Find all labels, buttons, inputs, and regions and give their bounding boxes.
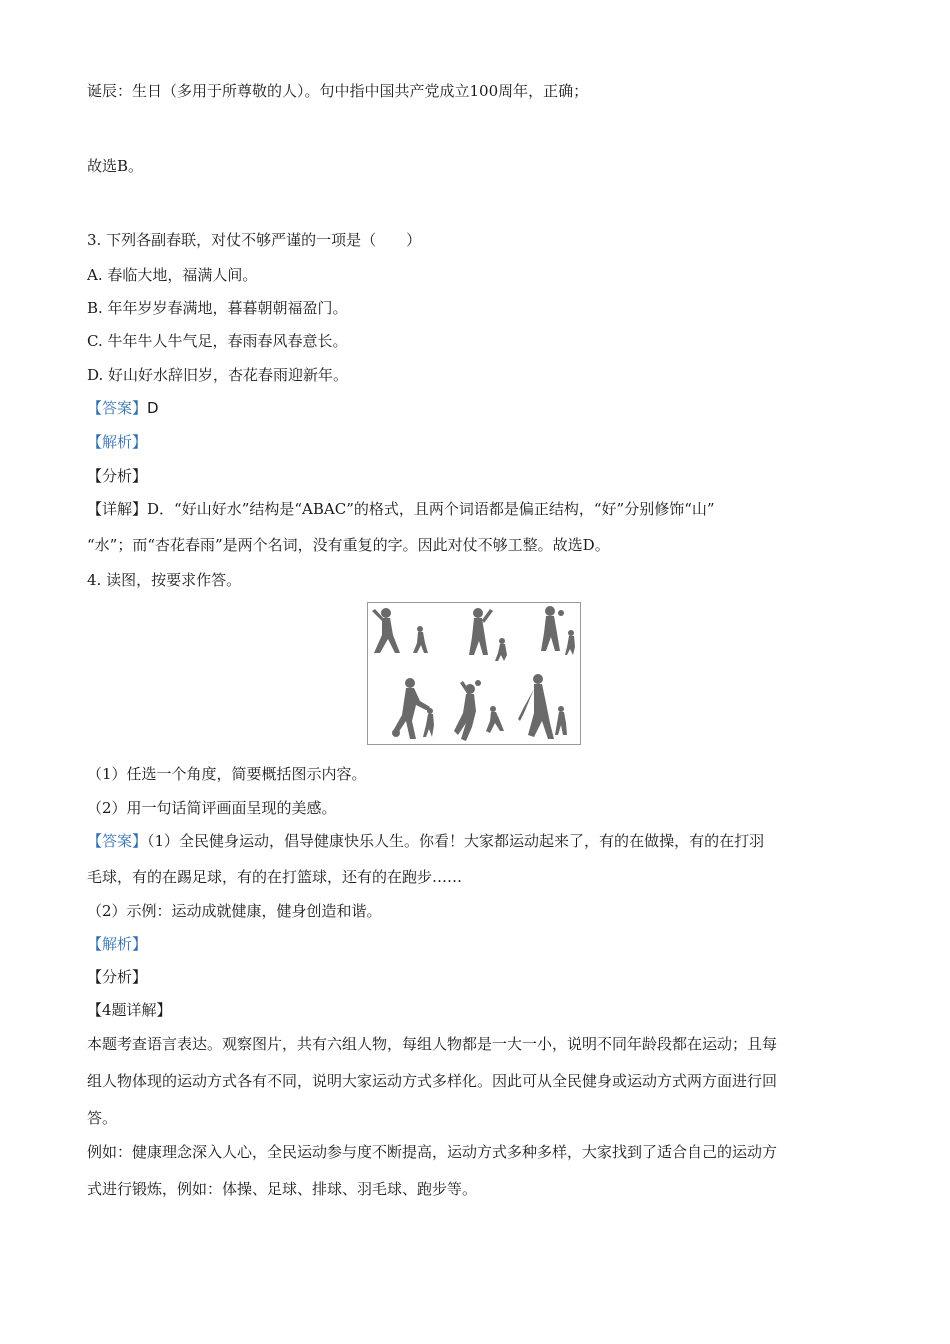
adult-athlete-silhouette bbox=[518, 674, 554, 739]
child-athlete-silhouette bbox=[413, 626, 428, 653]
adult-athlete-silhouette bbox=[372, 608, 400, 653]
prev-explanation-line: 诞辰：生日（多用于所尊敬的人）。句中指中国共产党成立100周年，正确； bbox=[87, 82, 589, 100]
q3-answer: D bbox=[147, 399, 159, 417]
child-athlete-silhouette bbox=[423, 708, 434, 737]
adult-athlete-silhouette bbox=[541, 606, 564, 651]
q4-detail-line-5: 式进行锻炼，例如：体操、足球、排球、羽毛球、跑步等。 bbox=[87, 1180, 478, 1198]
answer-tag: 【答案】 bbox=[87, 832, 148, 850]
q3-option-b: B. 年年岁岁春满地，暮暮朝朝福盈门。 bbox=[87, 299, 348, 317]
q3-option-c: C. 牛年牛人牛气足，春雨春风春意长。 bbox=[87, 332, 348, 350]
adult-athlete-silhouette bbox=[469, 608, 493, 655]
q4-answer-line-1 bbox=[87, 830, 764, 852]
q3-stem: 3. 下列各副春联，对仗不够严谨的一项是（ ） bbox=[87, 231, 422, 249]
q4-fenxi: 【分析】 bbox=[87, 968, 148, 986]
q3-detail-line-1: 【详解】D．“好山好水”结构是“ABAC”的格式，且两个词语都是偏正结构，“好”分别修饰“山” bbox=[87, 500, 715, 518]
q4-detail-line-4: 例如：健康理念深入人心，全民运动参与度不断提高，运动方式多种多样，大家找到了适合自己的运动方 bbox=[87, 1143, 778, 1161]
q3-detail-line-2: “水”；而“杏花春雨”是两个名词，没有重复的字。因此对仗不够工整。故选D。 bbox=[87, 536, 610, 554]
q4-sub-question-1: （1）任选一个角度，简要概括图示内容。 bbox=[87, 765, 367, 783]
q4-answer-line-3: （2）示例：运动成就健康，健身创造和谐。 bbox=[87, 902, 382, 920]
prev-conclusion: 故选B。 bbox=[87, 157, 144, 175]
q4-detail-line-2: 组人物体现的运动方式各有不同，说明大家运动方式多样化。因此可从全民健身或运动方式两方面进行回 bbox=[87, 1072, 778, 1090]
answer-tag: 【答案】 bbox=[87, 399, 148, 417]
child-athlete-silhouette bbox=[565, 630, 575, 655]
q3-option-d: D. 好山好水辞旧岁，杏花春雨迎新年。 bbox=[87, 366, 349, 384]
child-athlete-silhouette bbox=[495, 638, 507, 661]
q3-fenxi: 【分析】 bbox=[87, 467, 148, 485]
q3-analysis-tag: 【解析】 bbox=[87, 433, 148, 451]
child-athlete-silhouette bbox=[555, 706, 567, 735]
q4-answer-line-2: 毛球，有的在踢足球，有的在打篮球，还有的在跑步…… bbox=[87, 868, 463, 886]
adult-athlete-silhouette bbox=[392, 678, 430, 739]
q3-answer-line bbox=[87, 397, 159, 419]
q4-stem: 4. 读图，按要求作答。 bbox=[87, 571, 242, 589]
child-athlete-silhouette bbox=[486, 706, 504, 733]
q4-sub-question-2: （2）用一句话简评画面呈现的美感。 bbox=[87, 799, 337, 817]
adult-athlete-silhouette bbox=[454, 680, 481, 741]
q4-analysis-tag: 【解析】 bbox=[87, 935, 148, 953]
q4-detail-heading: 【4题详解】 bbox=[87, 1001, 172, 1019]
sports-silhouettes-image bbox=[367, 602, 581, 745]
q4-detail-line-1: 本题考查语言表达。观察图片，共有六组人物，每组人物都是一大一小，说明不同年龄段都在运动；且每 bbox=[87, 1035, 778, 1053]
q4-detail-line-3: 答。 bbox=[87, 1109, 118, 1127]
q4-answer-text-1: （1）全民健身运动，倡导健康快乐人生。你看！大家都运动起来了，有的在做操，有的在打羽 bbox=[147, 832, 765, 850]
q3-option-a: A. 春临大地，福满人间。 bbox=[87, 266, 258, 284]
